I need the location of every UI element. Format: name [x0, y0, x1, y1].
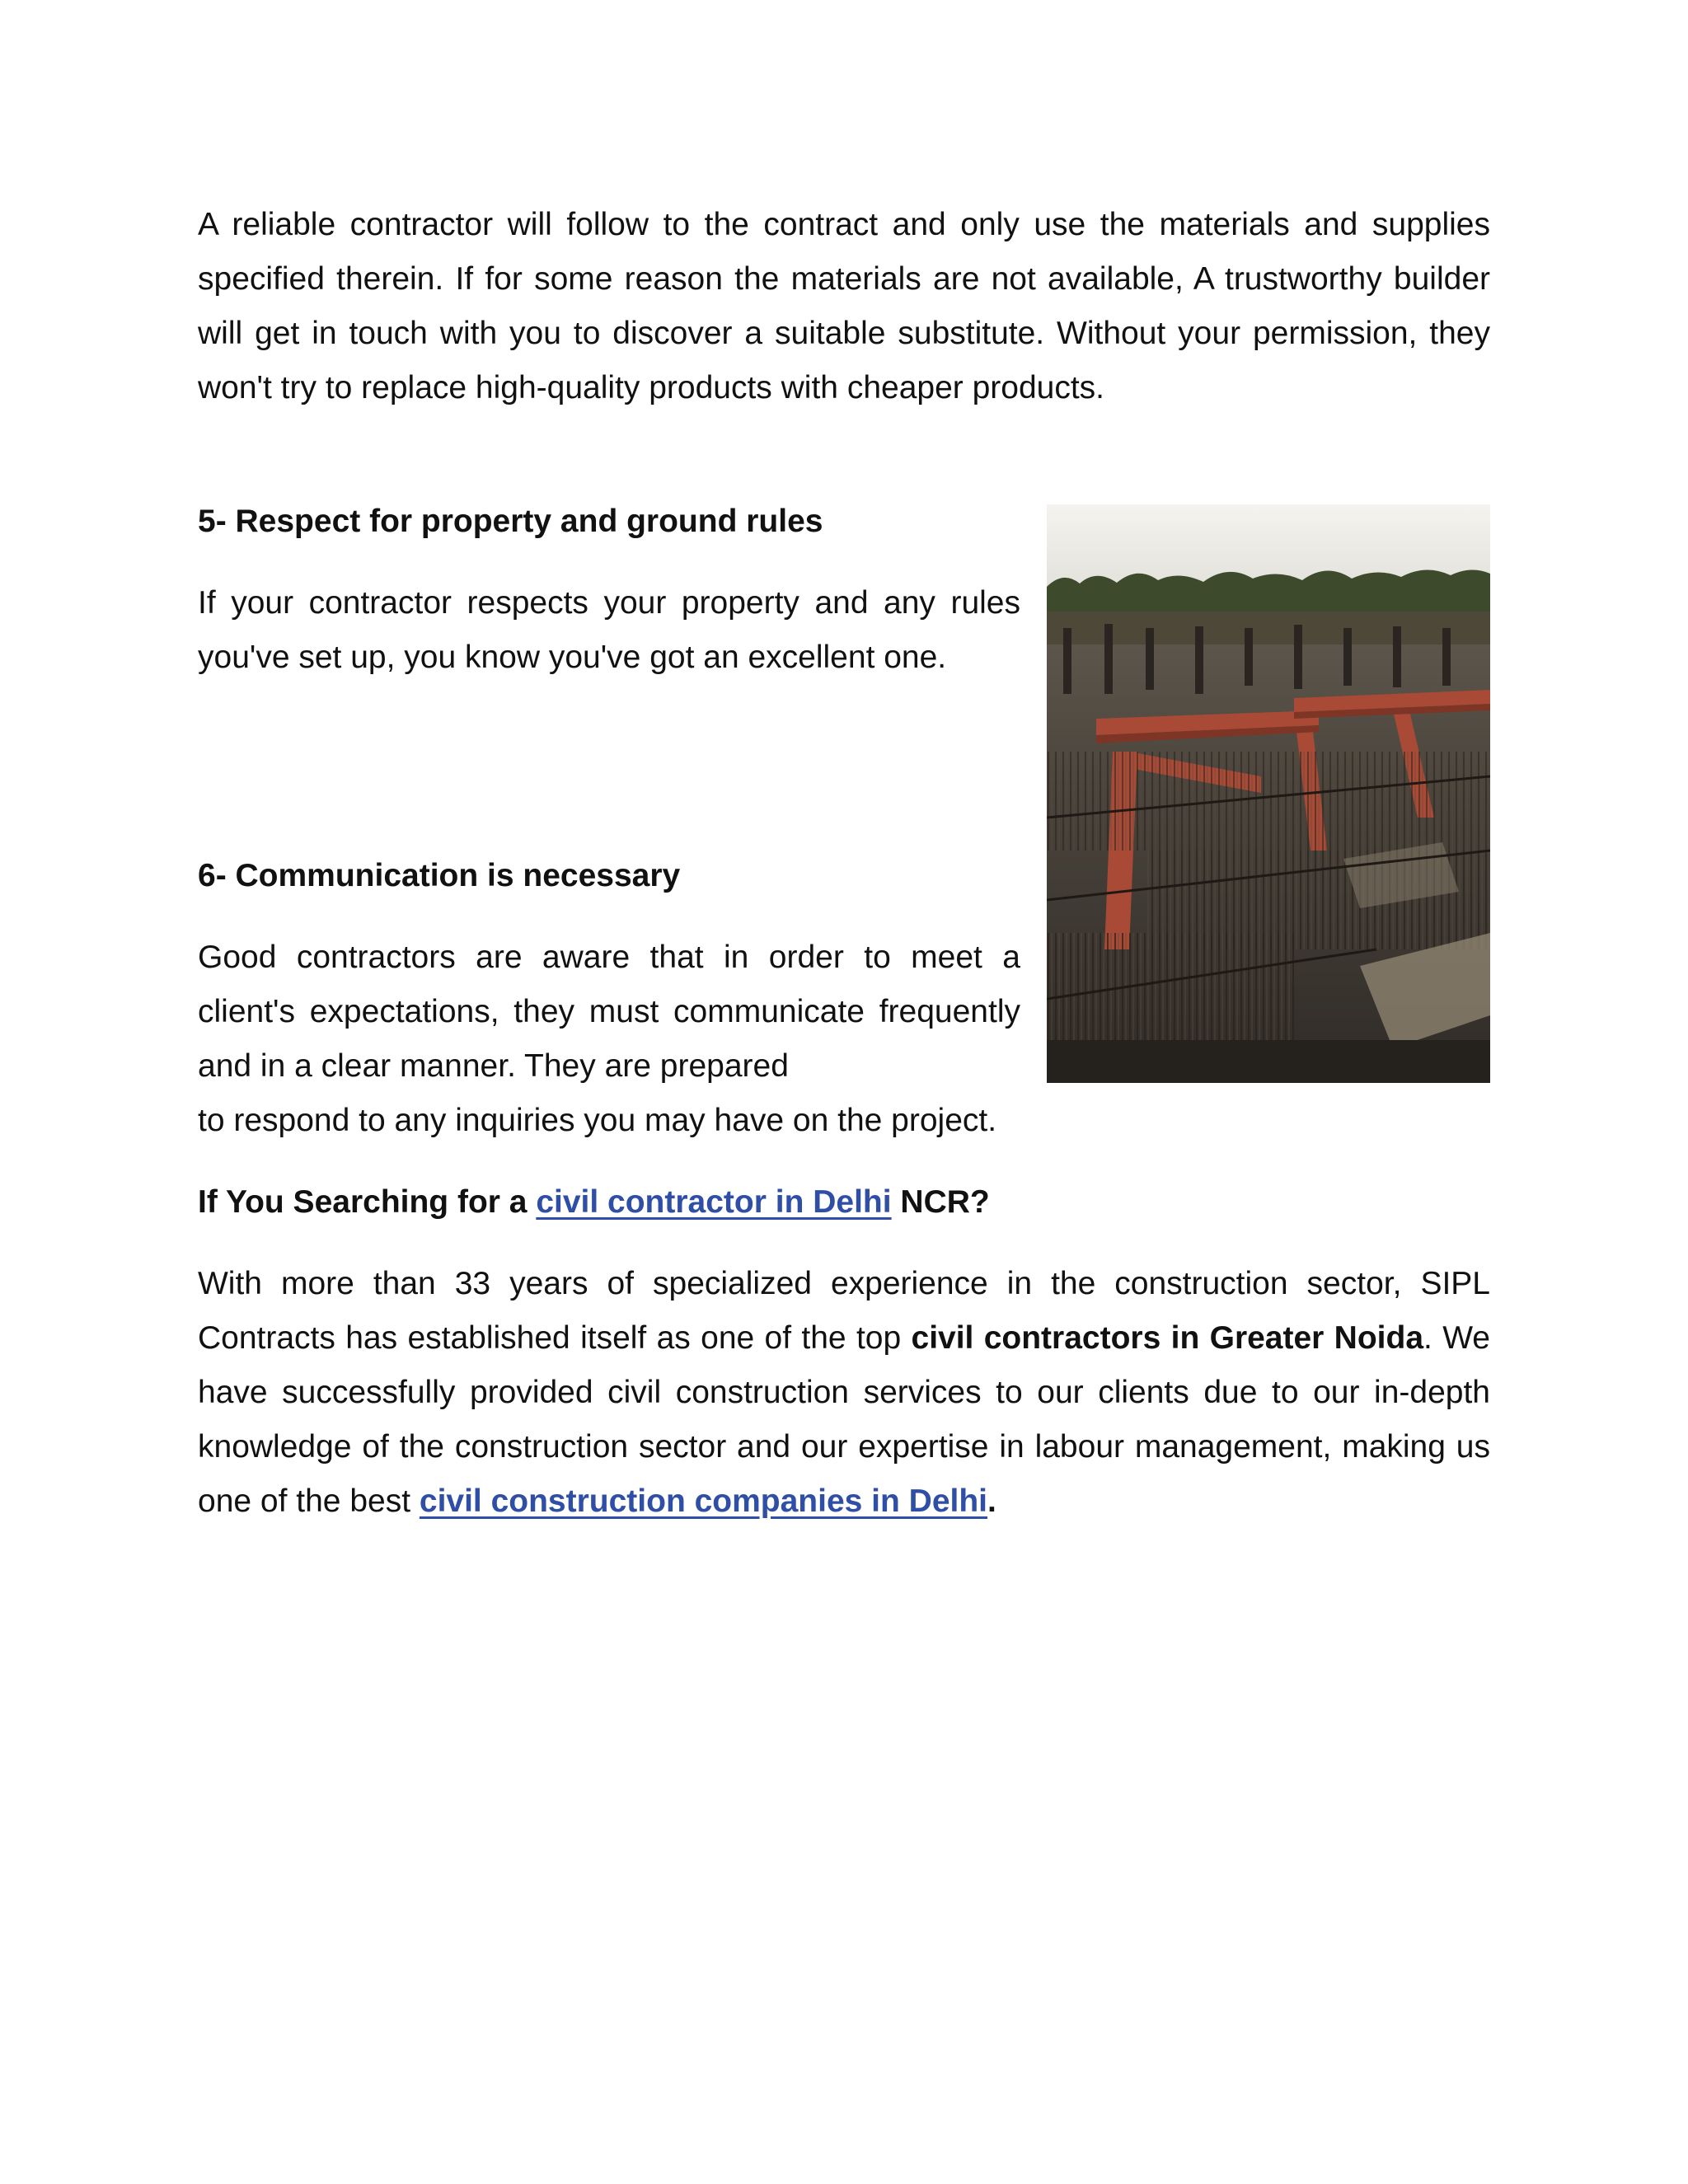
civil-contractor-delhi-link[interactable]: civil contractor in Delhi	[536, 1184, 892, 1220]
section-5-heading: 5- Respect for property and ground rules	[198, 504, 823, 539]
cta-paragraph-part2: . We have successfully provided civil construction services to our clients due to our in-depth knowledge of the construction sector and our expertise in labour management, making us one of the best	[198, 1320, 1490, 1519]
cta-heading	[198, 1175, 990, 1230]
section-5-body: If your contractor respects your property and any rules you've set up, you know you've got an excellent one.	[198, 585, 1020, 675]
cta-heading-text-before: If You Searching for a	[198, 1184, 537, 1220]
cta-paragraph-part1: With more than 33 years of specialized experience in the construction sector, SIPL Contracts has established itself as one of the top	[198, 1266, 1490, 1356]
cta-paragraph	[198, 1257, 1490, 1529]
intro-paragraph: A reliable contractor will follow to the contract and only use the materials and supplies specified therein. If for some reason the materials are not available, A trustworthy builder will get in touch with you to discover a suitable substitute. Without your permission, they won't try to replace high-quality products with cheaper products.	[198, 207, 1490, 405]
section-6-body: Good contractors are aware that in order to meet a client's expectations, they must communicate frequently and in a clear manner. They are prepared	[198, 940, 1020, 1084]
section-6-body-tail: to respond to any inquiries you may have on the project.	[198, 1103, 997, 1138]
civil-construction-companies-link[interactable]: civil construction companies in Delhi	[419, 1483, 988, 1519]
section-6-heading: 6- Communication is necessary	[198, 858, 681, 893]
cta-heading-text-after: NCR?	[891, 1184, 990, 1220]
construction-site-photo-icon	[1047, 504, 1490, 1083]
cta-paragraph-end: .	[987, 1483, 996, 1519]
cta-bold-phrase: civil contractors in Greater Noida	[911, 1320, 1424, 1356]
construction-site-photo	[1047, 504, 1490, 1083]
